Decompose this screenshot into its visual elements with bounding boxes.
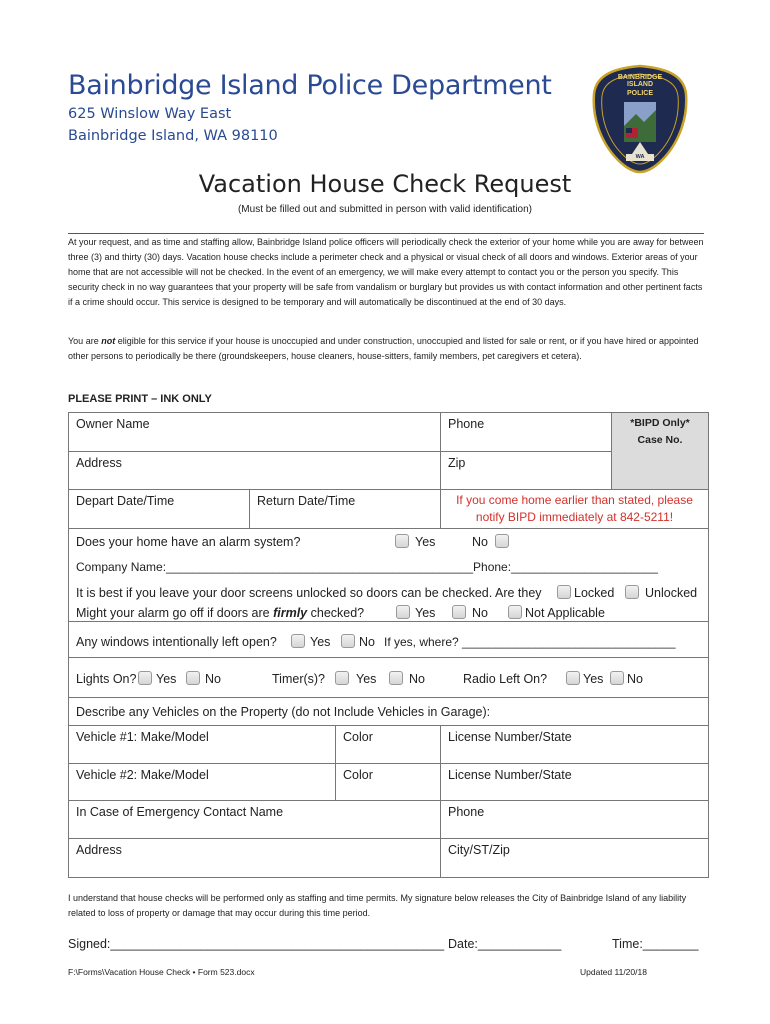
vehicle1-make-label: Vehicle #1: Make/Model <box>76 730 209 744</box>
return-label: Return Date/Time <box>257 494 356 508</box>
screens-unlocked-label: Unlocked <box>645 586 698 600</box>
firmly-na-label: Not Applicable <box>525 606 605 620</box>
vehicle1-color-field[interactable] <box>335 725 441 764</box>
windows-yes-checkbox[interactable] <box>291 634 305 648</box>
radio-yes-checkbox[interactable] <box>566 671 580 685</box>
department-name: Bainbridge Island Police Department <box>68 70 552 101</box>
emergency-contact-field[interactable] <box>68 800 441 839</box>
police-badge-logo <box>592 64 688 174</box>
badge-text-bottom: WA <box>635 154 645 160</box>
company-name-line[interactable]: Company Name:______________________________________________Phone:______________________ <box>76 560 658 574</box>
vehicle1-color-label: Color <box>343 730 373 744</box>
footer-updated: Updated 11/20/18 <box>580 967 647 977</box>
return-field[interactable] <box>249 489 441 529</box>
bipd-case-box <box>611 412 709 490</box>
windows-no-label: No <box>359 635 375 649</box>
form-title: Vacation House Check Request <box>198 170 572 198</box>
radio-label: Radio Left On? <box>463 672 548 686</box>
case-no-label: Case No. <box>637 434 683 446</box>
alarm-firmly-pre: Might your alarm go off if doors are <box>76 606 274 620</box>
firmly-na-checkbox[interactable] <box>508 605 522 619</box>
badge-text-mid: POLICE <box>626 90 654 97</box>
vehicles-describe: Describe any Vehicles on the Property (do not Include Vehicles in Garage): <box>76 705 491 719</box>
lights-yes-label: Yes <box>156 672 177 686</box>
screens-locked-label: Locked <box>574 586 615 600</box>
signature-line[interactable]: Signed:________________________________________________ <box>68 937 445 951</box>
divider <box>68 233 704 234</box>
depart-label: Depart Date/Time <box>76 494 175 508</box>
eligibility-paragraph <box>68 334 704 364</box>
alarm-no-checkbox[interactable] <box>495 534 509 548</box>
lights-label: Lights On? <box>76 672 137 686</box>
print-note: PLEASE PRINT – INK ONLY <box>68 393 212 405</box>
alarm-yes-label: Yes <box>415 535 436 549</box>
firmly-yes-checkbox[interactable] <box>396 605 410 619</box>
vehicle2-make-label: Vehicle #2: Make/Model <box>76 768 209 782</box>
alarm-yes-checkbox[interactable] <box>395 534 409 548</box>
intro-paragraph: At your request, and as time and staffing allow, Bainbridge Island police officers will periodically check the exterior of your home while you are away for between three (3) and thirty (30) days. Vacation house checks include a perimeter check and a physical or visual check of all doors and windows. Exterior areas of your home that are not accessible will not be checked. In the event of an emergency, we will make every attempt to contact you or the person you specify. This security check in no way guarantees that your property will be safe from vandalism or burglary but provides us with contact information and other pertinent facts if a crime should occur. This service is designed to be temporary and will automatically be discontinued at the end of 30 days. <box>68 237 704 307</box>
time-line[interactable]: Time:________ <box>612 937 699 951</box>
badge-text-top: BAINBRIDGE ISLAND <box>617 74 663 88</box>
vehicle2-make-field[interactable] <box>68 763 336 801</box>
timers-no-checkbox[interactable] <box>389 671 403 685</box>
timers-label: Timer(s)? <box>272 672 326 686</box>
emergency-phone-label: Phone <box>448 805 485 819</box>
vehicle2-license-label: License Number/State <box>448 768 572 782</box>
vehicle2-color-field[interactable] <box>335 763 441 801</box>
timers-yes-checkbox[interactable] <box>335 671 349 685</box>
address-field[interactable] <box>68 451 441 490</box>
bipd-only-label: *BIPD Only* <box>630 417 690 429</box>
vehicle1-license-field[interactable] <box>440 725 709 764</box>
phone-field[interactable] <box>440 412 612 452</box>
timers-no-label: No <box>409 672 425 686</box>
vehicle1-license-label: License Number/State <box>448 730 572 744</box>
acknowledgement: I understand that house checks will be performed only as staffing and time permits. My signature below releases the City of Bainbridge Island of any liability related to loss of property or damage that may occur during this time period. <box>68 893 687 918</box>
screens-locked-checkbox[interactable] <box>557 585 571 599</box>
owner-name-label: Owner Name <box>76 417 150 431</box>
emergency-contact-label: In Case of Emergency Contact Name <box>76 805 284 819</box>
zip-label: Zip <box>448 456 466 470</box>
emergency-phone-field[interactable] <box>440 800 709 839</box>
alarm-firmly-question <box>76 606 364 620</box>
windows-question: Any windows intentionally left open? <box>76 635 277 649</box>
emergency-city-field[interactable] <box>440 838 709 878</box>
address-line-2: Bainbridge Island, WA 98110 <box>68 128 278 144</box>
firmly-no-label: No <box>472 606 488 620</box>
alarm-firmly-em: firmly <box>273 606 308 620</box>
alarm-no-label: No <box>472 535 488 549</box>
emergency-city-label: City/ST/Zip <box>448 843 510 857</box>
emergency-address-label: Address <box>76 843 122 857</box>
eligibility-not: not <box>101 336 116 346</box>
radio-no-checkbox[interactable] <box>610 671 624 685</box>
screens-question: It is best if you leave your door screens unlocked so doors can be checked. Are they <box>76 586 542 600</box>
lights-no-checkbox[interactable] <box>186 671 200 685</box>
windows-yes-label: Yes <box>310 635 331 649</box>
lights-no-label: No <box>205 672 221 686</box>
owner-name-field[interactable] <box>68 412 441 452</box>
windows-no-checkbox[interactable] <box>341 634 355 648</box>
phone-label: Phone <box>448 417 485 431</box>
firmly-yes-label: Yes <box>415 606 436 620</box>
vehicle1-make-field[interactable] <box>68 725 336 764</box>
lights-yes-checkbox[interactable] <box>138 671 152 685</box>
screens-unlocked-checkbox[interactable] <box>625 585 639 599</box>
date-line[interactable]: Date:____________ <box>448 937 562 951</box>
form-subtitle: (Must be filled out and submitted in person with valid identification) <box>237 204 533 215</box>
emergency-address-field[interactable] <box>68 838 441 878</box>
footer-path: F:\Forms\Vacation House Check • Form 523.docx <box>68 967 255 977</box>
eligibility-post: eligible for this service if your house is unoccupied and under construction, unoccupied and listed for sale or rent, or if you have hired or appointed other persons to periodically be there (groundskeepers, house cleaners, house-sitters, family members, pet caregivers et cetera). <box>68 336 699 361</box>
windows-where-line[interactable]: If yes, where? ________________________________ <box>384 635 676 649</box>
address-line-1: 625 Winslow Way East <box>68 106 232 122</box>
vehicle2-color-label: Color <box>343 768 373 782</box>
depart-field[interactable] <box>68 489 250 529</box>
timers-yes-label: Yes <box>356 672 377 686</box>
alarm-question: Does your home have an alarm system? <box>76 535 301 549</box>
firmly-no-checkbox[interactable] <box>452 605 466 619</box>
radio-no-label: No <box>627 672 643 686</box>
early-return-warning: If you come home earlier than stated, please notify BIPD immediately at 842-5211! <box>440 489 709 529</box>
eligibility-pre: You are <box>68 336 102 346</box>
alarm-firmly-post: checked? <box>307 606 365 620</box>
radio-yes-label: Yes <box>583 672 604 686</box>
address-label: Address <box>76 456 122 470</box>
zip-field[interactable] <box>440 451 612 490</box>
vehicle2-license-field[interactable] <box>440 763 709 801</box>
